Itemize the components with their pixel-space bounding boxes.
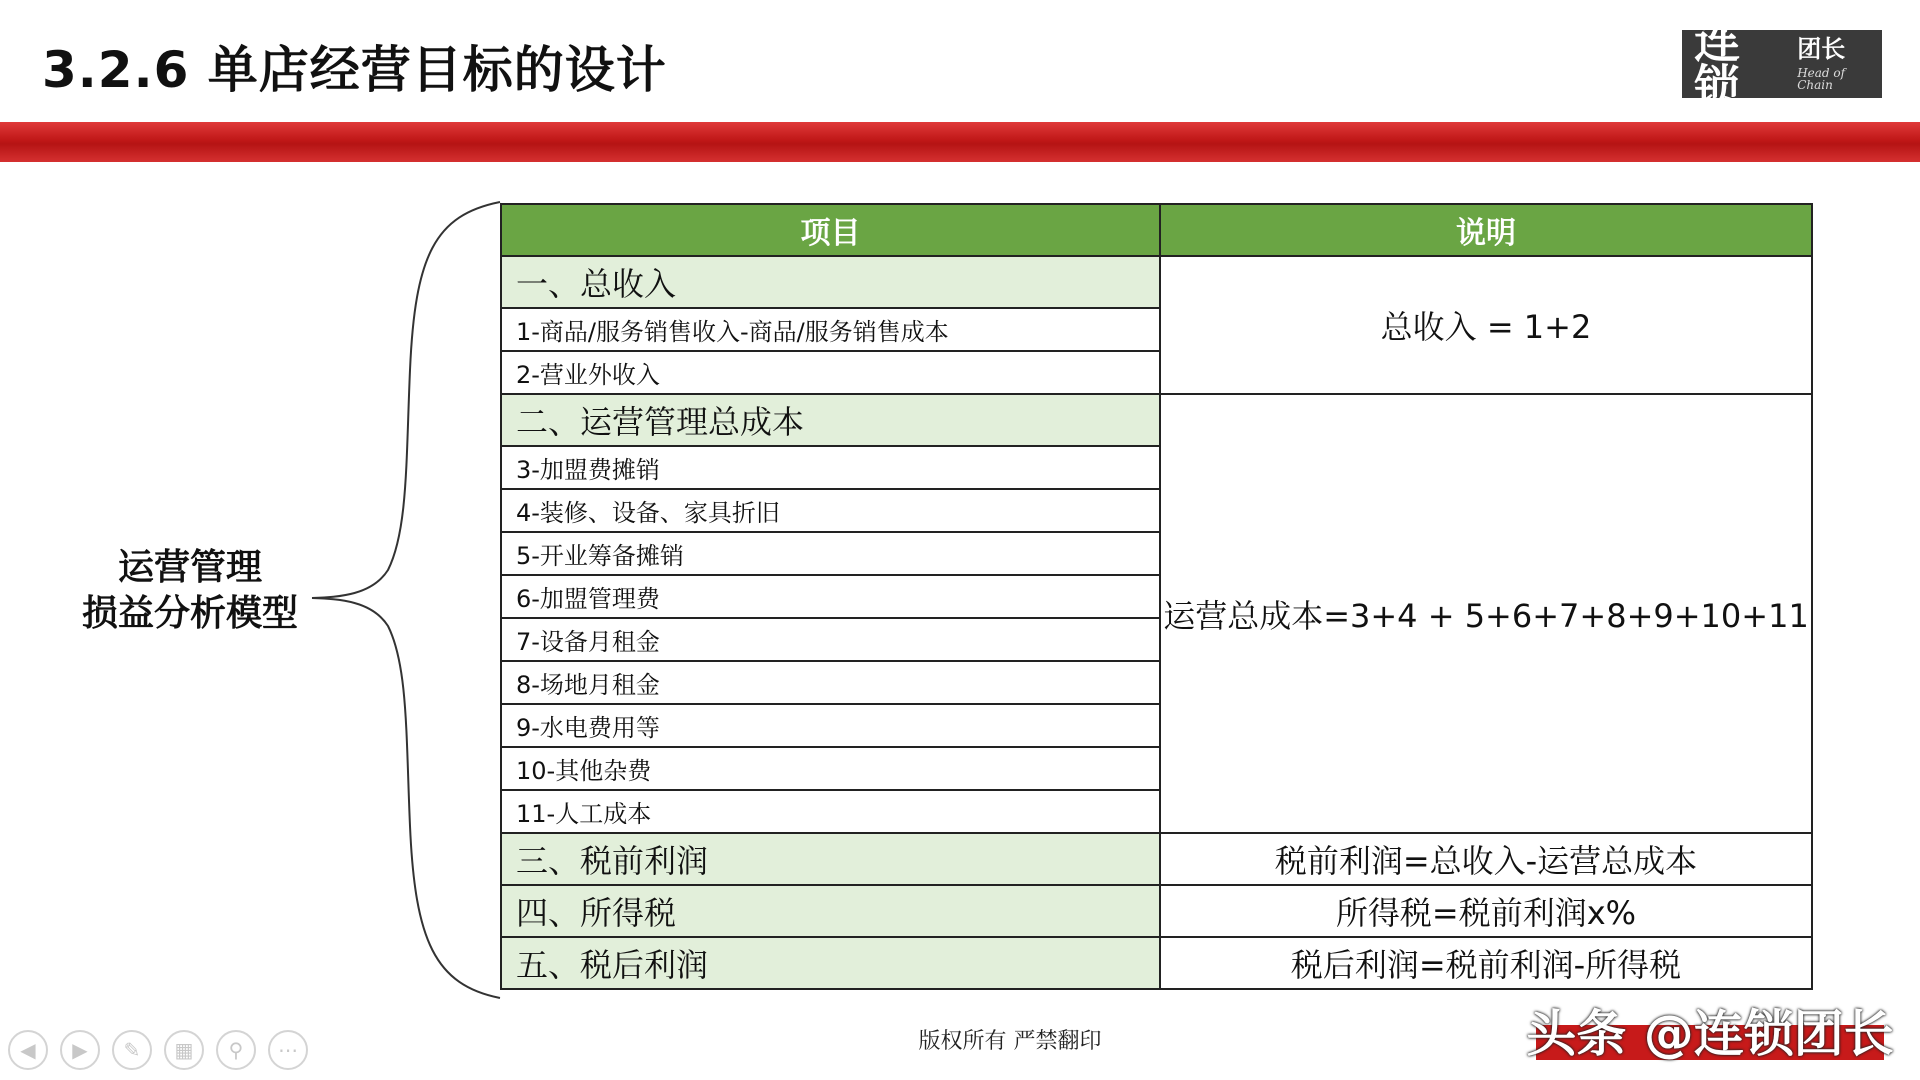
item-cell: 3-加盟费摊销: [501, 446, 1160, 489]
pl-model-table: [500, 203, 1813, 990]
next-icon[interactable]: ▶: [60, 1030, 100, 1070]
item-cell: 三、税前利润: [501, 833, 1160, 885]
brand-logo: [1682, 14, 1882, 114]
description-cell: 运营总成本=3+4 + 5+6+7+8+9+10+11: [1160, 394, 1812, 833]
logo-sub-text: 团长: [1797, 35, 1846, 63]
table-row: [501, 885, 1812, 937]
item-cell: 一、总收入: [501, 256, 1160, 308]
copyright-footer: 版权所有 严禁翻印: [918, 1029, 1102, 1054]
description-cell: 所得税=税前利润x%: [1160, 885, 1812, 937]
curly-brace: [300, 200, 510, 1000]
description-cell: 税前利润=总收入-运营总成本: [1160, 833, 1812, 885]
watermark: 头条 @连锁团长: [1536, 1000, 1884, 1060]
item-cell: 四、所得税: [501, 885, 1160, 937]
item-cell: 5-开业筹备摊销: [501, 532, 1160, 575]
description-cell: 总收入 = 1+2: [1160, 256, 1812, 394]
item-cell: 1-商品/服务销售收入-商品/服务销售成本: [501, 308, 1160, 351]
page-title: 3.2.6 单店经营目标的设计: [42, 41, 667, 99]
table-header-item: 项目: [501, 204, 1160, 256]
item-cell: 4-装修、设备、家具折旧: [501, 489, 1160, 532]
logo-en-text: Head of Chain: [1797, 66, 1846, 92]
table-row: [501, 394, 1812, 446]
table-row: [501, 833, 1812, 885]
table-row: [501, 937, 1812, 989]
item-cell: 7-设备月租金: [501, 618, 1160, 661]
model-label-line-2: 损益分析模型: [81, 593, 298, 634]
description-cell: 税后利润=税前利润-所得税: [1160, 937, 1812, 989]
model-label: [70, 545, 310, 637]
item-cell: 10-其他杂费: [501, 747, 1160, 790]
prev-icon[interactable]: ◀: [8, 1030, 48, 1070]
more-icon[interactable]: ⋯: [268, 1030, 308, 1070]
pen-icon[interactable]: ✎: [112, 1030, 152, 1070]
header-red-bar: [0, 122, 1920, 162]
zoom-icon[interactable]: ⚲: [216, 1030, 256, 1070]
item-cell: 9-水电费用等: [501, 704, 1160, 747]
table-row: [501, 256, 1812, 308]
item-cell: 2-营业外收入: [501, 351, 1160, 394]
table-header-description: 说明: [1160, 204, 1812, 256]
item-cell: 五、税后利润: [501, 937, 1160, 989]
slides-icon[interactable]: ▦: [164, 1030, 204, 1070]
logo-right: [1797, 37, 1882, 91]
model-label-line-1: 运营管理: [117, 547, 262, 588]
logo-main-text: 连锁: [1694, 14, 1742, 114]
item-cell: 6-加盟管理费: [501, 575, 1160, 618]
item-cell: 二、运营管理总成本: [501, 394, 1160, 446]
item-cell: 8-场地月租金: [501, 661, 1160, 704]
item-cell: 11-人工成本: [501, 790, 1160, 833]
